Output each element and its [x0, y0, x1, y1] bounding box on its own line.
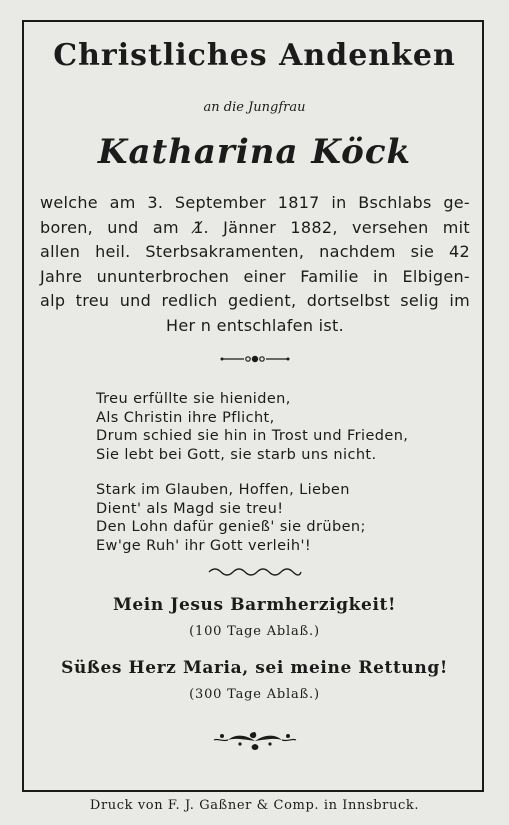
- poem-stanza-2: [96, 481, 456, 555]
- poem-line: Treu erfüllte sie hieniden,: [96, 391, 291, 407]
- poem-line: Sie lebt bei Gott, sie starb uns nicht.: [96, 446, 377, 463]
- indulgence-2: (300 Tage Ablaß.): [189, 687, 320, 702]
- biography-line: alp treu und redlich gedient, dortselbst selig im: [40, 291, 470, 310]
- prayer-1: Mein Jesus Barmherzigkeit!: [112, 595, 397, 615]
- divider-ornament-icon: [0, 352, 509, 366]
- biography-line: welche am 3. September 1817 in Bschlabs ge-: [40, 193, 470, 212]
- indulgence-1: (100 Tage Ablaß.): [189, 624, 320, 639]
- biography-line: boren, und am 1̸. Jänner 1882, versehen mit: [40, 217, 470, 237]
- prayer-2: Süßes Herz Maria, sei meine Rettung!: [61, 658, 448, 678]
- poem-line: Dient' als Magd sie treu!: [96, 500, 284, 517]
- poem-line: Den Lohn dafür genieß' sie drüben;: [96, 519, 366, 535]
- poem-line: Stark im Glauben, Hoffen, Lieben: [96, 482, 350, 498]
- biography-line: Her n entschlafen ist.: [166, 315, 344, 335]
- poem-stanza-1: [96, 390, 456, 464]
- biography-line: Jahre ununterbrochen einer Familie in Elbigen-: [40, 266, 470, 286]
- wavy-line-icon: [0, 566, 509, 578]
- poem-line: Drum schied sie hin in Trost und Frieden,: [96, 428, 409, 444]
- poem-line: Ew'ge Ruh' ihr Gott verleih'!: [96, 537, 312, 554]
- floral-ornament-icon: [0, 726, 509, 756]
- poem-line: Als Christin ihre Pflicht,: [96, 409, 275, 426]
- card-subtitle: an die Jungfrau: [203, 100, 306, 115]
- card-title: Christliches Andenken: [53, 38, 456, 73]
- printer-credit: Druck von F. J. Gaßner & Comp. in Innsbruck.: [89, 798, 420, 813]
- deceased-name: Katharina Köck: [97, 132, 412, 172]
- biography: [40, 191, 470, 338]
- biography-line: allen heil. Sterbsakramenten, nachdem sie 42: [40, 242, 470, 261]
